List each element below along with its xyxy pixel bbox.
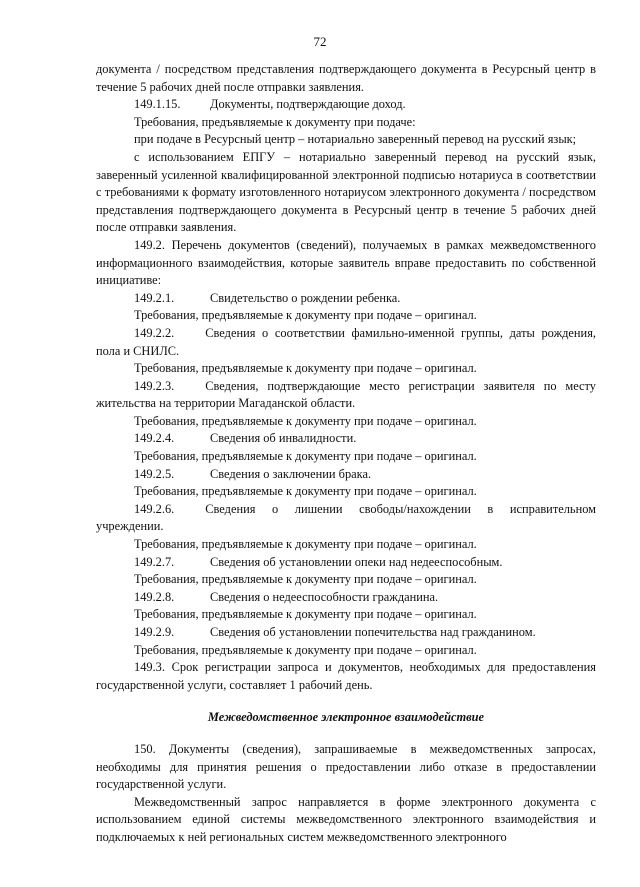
- list-item: [96, 378, 596, 413]
- paragraph: 149.2. Перечень документов (сведений), получаемых в рамках межведомственного информационного взаимодействия, которые заявитель вправе предоставить по собственной инициативе:: [96, 237, 596, 288]
- item-number: 149.2.2.: [134, 325, 175, 340]
- requirement-line: Требования, предъявляемые к документу при подаче – оригинал.: [134, 449, 477, 464]
- paragraph: 149.3. Срок регистрации запроса и документов, необходимых для предоставления государственной услуги, составляет 1 рабочий день.: [96, 660, 596, 692]
- item-number: 149.2.5.: [134, 466, 175, 481]
- item-text: Сведения о соответствии фамильно-именной группы, даты рождения, пола и СНИЛС.: [96, 325, 596, 358]
- requirement-line: Требования, предъявляемые к документу при подаче – оригинал.: [134, 642, 477, 657]
- item-text: Сведения об установлении попечительства над гражданином.: [210, 625, 536, 639]
- item-number: 149.2.3.: [134, 378, 175, 393]
- requirement-line: Требования, предъявляемые к документу при подаче – оригинал.: [134, 572, 477, 587]
- section-heading: Межведомственное электронное взаимодействие: [207, 710, 485, 725]
- list-item: [96, 466, 596, 484]
- requirement-line: Требования, предъявляемые к документу при подаче – оригинал.: [134, 607, 477, 622]
- list-item: [96, 430, 596, 448]
- list-item: [96, 325, 596, 360]
- requirement-line: Требования, предъявляемые к документу при подаче – оригинал.: [134, 308, 477, 323]
- item-text: Документы, подтверждающие доход.: [210, 97, 406, 112]
- item-text: Сведения об инвалидности.: [210, 431, 357, 446]
- item-text: Свидетельство о рождении ребенка.: [210, 290, 401, 305]
- paragraph: при подаче в Ресурсный центр – нотариально заверенный перевод на русский язык;: [134, 132, 577, 147]
- list-item: [96, 96, 596, 114]
- paragraph: с использованием ЕПГУ – нотариально заверенный перевод на русский язык, заверенный усиленной квалифицированной электронной подписью нотариуса в соответствии с требованиями к формату изготовленного нотариусом электронного документа / посредством представления подтверждающего документа в Ресурсный центр в течение 5 рабочих дней после отправки заявления.: [96, 149, 596, 235]
- item-text: Сведения о заключении брака.: [210, 466, 372, 481]
- item-text: Сведения о лишении свободы/нахождении в исправительном учреждении.: [96, 501, 596, 534]
- item-number: 149.2.7.: [134, 554, 175, 569]
- item-number: 149.1.15.: [134, 97, 181, 112]
- requirement-line: Требования, предъявляемые к документу при подаче – оригинал.: [134, 413, 477, 428]
- item-text: Сведения, подтверждающие место регистрации заявителя по месту жительства на территории Магаданской области.: [96, 378, 596, 411]
- list-item: [96, 589, 596, 607]
- paragraph: Требования, предъявляемые к документу при подаче:: [134, 114, 416, 129]
- paragraph: 150. Документы (сведения), запрашиваемые в межведомственных запросах, необходимы для принятия решения о предоставлении либо отказе в предоставлении государственной услуги.: [96, 741, 596, 792]
- item-number: 149.2.8.: [134, 589, 175, 604]
- list-item: [96, 554, 596, 572]
- list-item: [96, 290, 596, 308]
- requirement-line: Требования, предъявляемые к документу при подаче – оригинал.: [134, 537, 477, 552]
- item-number: 149.2.1.: [134, 290, 175, 305]
- list-item: [96, 501, 596, 536]
- paragraph: Межведомственный запрос направляется в форме электронного документа с использованием единой системы межведомственного электронного взаимодействия и подключаемых к ней региональных систем межведомственного электронного: [96, 794, 596, 844]
- page-number: 72: [313, 34, 327, 49]
- list-item: [96, 624, 596, 642]
- requirement-line: Требования, предъявляемые к документу при подаче – оригинал.: [134, 361, 477, 376]
- item-number: 149.2.9.: [134, 625, 175, 639]
- paragraph: документа / посредством представления подтверждающего документа в Ресурсный центр в течение 5 рабочих дней после отправки заявления.: [96, 62, 596, 94]
- item-text: Сведения о недееспособности гражданина.: [210, 589, 439, 604]
- item-text: Сведения об установлении опеки над недееспособным.: [210, 554, 503, 569]
- item-number: 149.2.4.: [134, 431, 175, 446]
- item-number: 149.2.6.: [134, 501, 175, 516]
- requirement-line: Требования, предъявляемые к документу при подаче – оригинал.: [134, 484, 477, 499]
- document-body: [96, 61, 596, 847]
